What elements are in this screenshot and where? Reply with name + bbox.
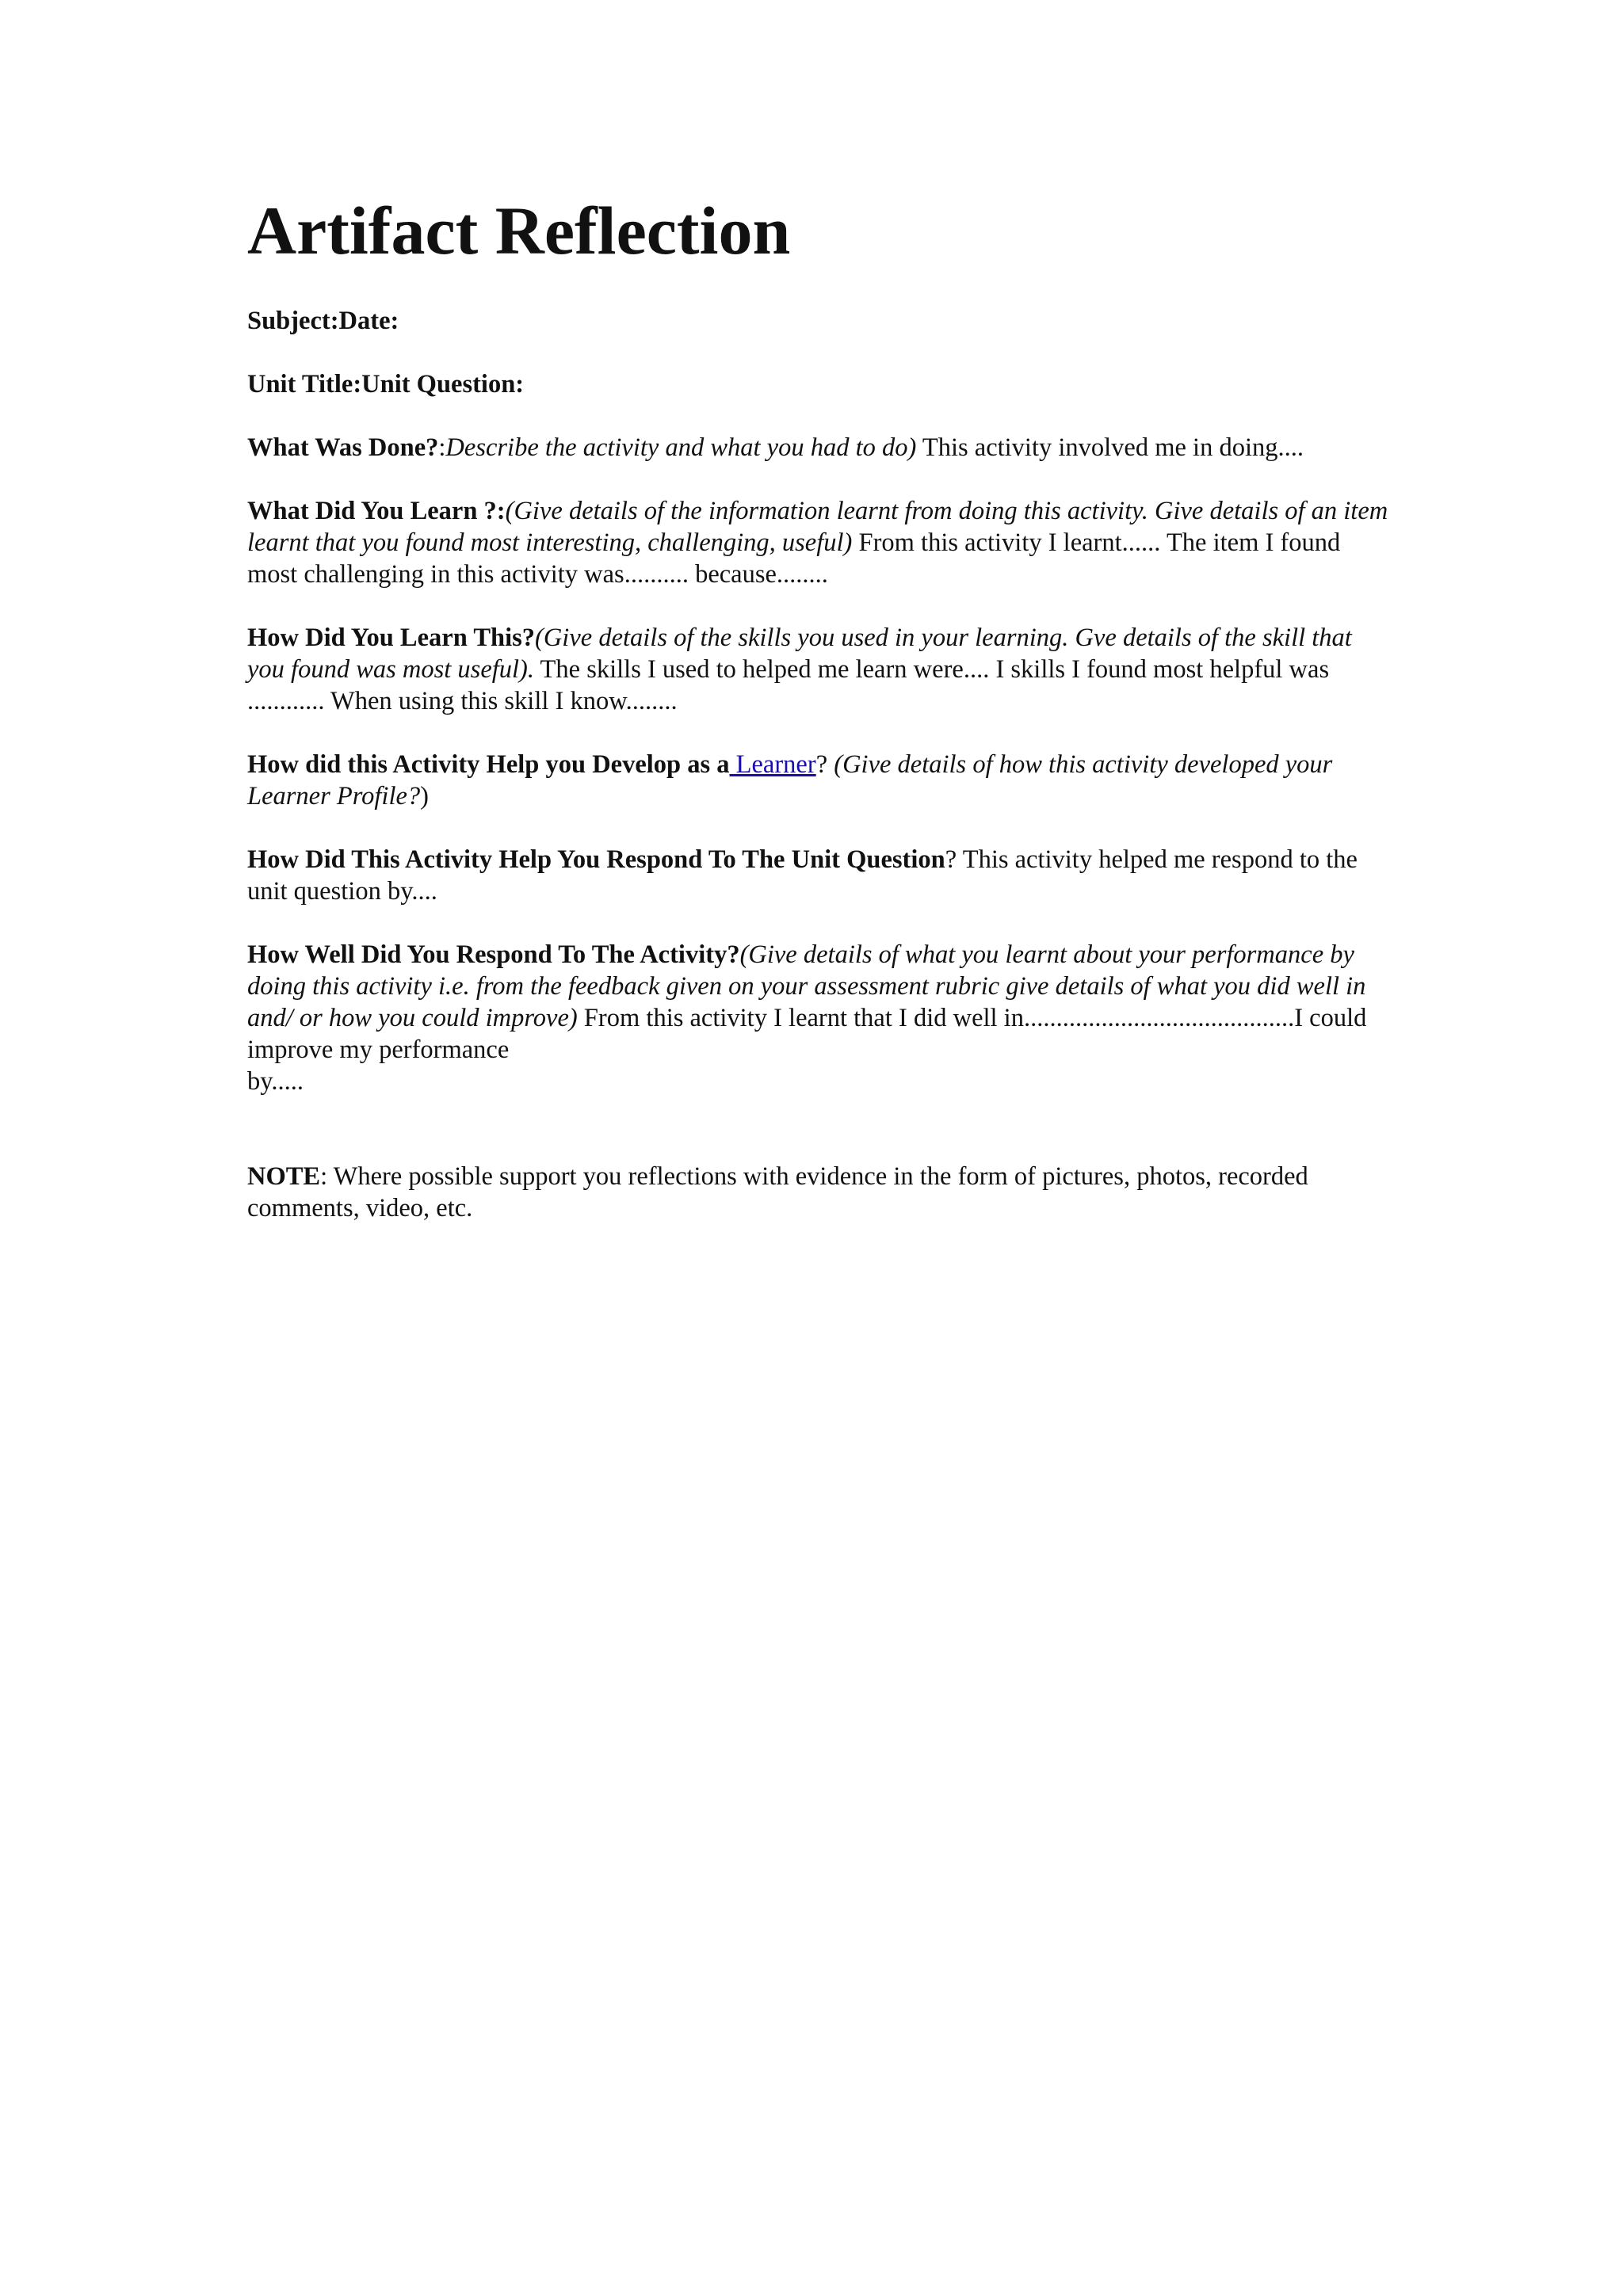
what-was-done-section [247, 432, 1388, 463]
page-title: Artifact Reflection [247, 193, 791, 269]
what-did-you-learn-heading: What Did You Learn ?: [247, 497, 506, 525]
respond-activity-text-end: by..... [247, 1067, 304, 1096]
what-did-you-learn-text: From this activity I learnt...... The item I found most challenging in this activity was.......... because........ [247, 528, 1341, 589]
note-label: NOTE [247, 1162, 321, 1191]
how-did-you-learn-prompt: (Give details of the skills you used in your learning. Gve details of the skill that you found was most useful). [247, 624, 1352, 684]
respond-activity-section [247, 939, 1388, 1097]
what-was-done-text: This activity involved me in doing.... [916, 433, 1304, 462]
develop-as-learner-heading: How did this Activity Help you Develop as a [247, 750, 730, 779]
respond-unit-question-section [247, 844, 1388, 907]
learner-link[interactable]: Learner [729, 750, 816, 779]
note-text: : Where possible support you reflections with evidence in the form of pictures, photos, recorded comments, video, etc. [247, 1162, 1308, 1222]
what-did-you-learn-section [247, 495, 1388, 590]
develop-as-learner-section [247, 749, 1388, 812]
what-did-you-learn-prompt: (Give details of the information learnt from doing this activity. Give details of an item learnt that you found most interesting, challenging, useful) [247, 497, 1388, 557]
respond-activity-prompt: (Give details of what you learnt about your performance by doing this activity i.e. from the feedback given on your assessment rubric give details of what you did well in and/ or how you could improve) [247, 940, 1366, 1032]
unit-title-question-line: Unit Title:Unit Question: [247, 370, 525, 399]
what-was-done-heading: What Was Done? [247, 433, 439, 462]
respond-activity-text: From this activity I learnt that I did well in..........................................I could improve my performance [247, 1004, 1367, 1064]
how-did-you-learn-text: The skills I used to helped me learn were.... I skills I found most helpful was ............ When using this skill I know........ [247, 655, 1330, 715]
develop-qmark: ? [815, 750, 834, 779]
subject-date-line: Subject:Date: [247, 307, 399, 335]
respond-unit-question-heading: How Did This Activity Help You Respond To The Unit Question [247, 845, 945, 874]
note-section [247, 1161, 1388, 1224]
how-did-you-learn-section [247, 622, 1388, 717]
develop-close-paren: ) [420, 782, 429, 810]
develop-as-learner-prompt: (Give details of how this activity developed your Learner Profile? [247, 750, 1333, 810]
respond-activity-heading: How Well Did You Respond To The Activity? [247, 940, 740, 969]
what-was-done-colon: : [438, 433, 446, 462]
how-did-you-learn-heading: How Did You Learn This? [247, 624, 536, 652]
respond-unit-question-text: ? This activity helped me respond to the unit question by.... [247, 845, 1358, 906]
what-was-done-prompt: Describe the activity and what you had to do) [445, 433, 917, 462]
